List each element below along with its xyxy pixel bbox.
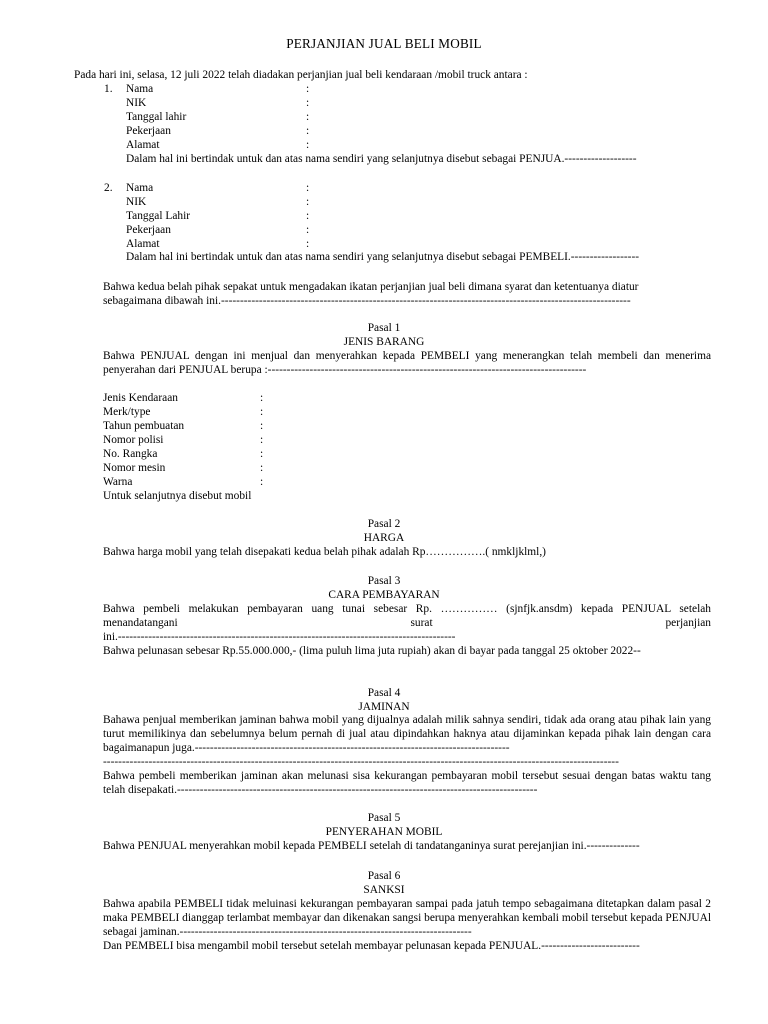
party-2-field-colon: :	[306, 238, 310, 250]
pasal-5-text: Bahwa PENJUAL menyerahkan mobil kepada PEMBELI setelah di tandatanganinya surat perejanjian ini.--------------	[103, 840, 640, 852]
pasal-2-text: Bahwa harga mobil yang telah disepakati kedua belah pihak adalah Rp…………….( nmkljklml,)	[103, 546, 546, 558]
party-2-field-label: NIK	[126, 196, 147, 208]
vehicle-field-label: Tahun pembuatan	[103, 420, 185, 432]
vehicle-field-colon: :	[260, 476, 264, 488]
vehicle-field-colon: :	[260, 448, 264, 460]
pasal-3-text-1: Bahwa pembeli melakukan pembayaran uang tunai sebesar Rp. …………… (sjnfjk.ansdm) kepada PENJUAL setelah menandatangani surat perjanjian	[103, 603, 711, 629]
pasal-2-heading: Pasal 2	[367, 518, 401, 530]
party-2-field-colon: :	[306, 210, 310, 222]
vehicle-field-colon: :	[260, 406, 264, 418]
pasal-4-dash-line: ----------------------------------------------------------------------------------------------------------------------------------------	[103, 756, 619, 768]
party-2-field-label: Tanggal Lahir	[126, 210, 191, 222]
party-2-statement: Dalam hal ini bertindak untuk dan atas nama sendiri yang selanjutnya disebut sebagai PEMBELI.------------------	[126, 251, 640, 263]
vehicle-field-colon: :	[260, 420, 264, 432]
party-1-field-label: Tanggal lahir	[126, 111, 187, 123]
party-1-field-label: Pekerjaan	[126, 125, 171, 137]
party-2-number: 2.	[104, 182, 113, 194]
party-2-field-label: Pekerjaan	[126, 224, 171, 236]
vehicle-closing: Untuk selanjutnya disebut mobil	[103, 490, 252, 502]
pasal-3-subheading: CARA PEMBAYARAN	[328, 589, 440, 601]
party-1-field-colon: :	[306, 83, 310, 95]
vehicle-field-colon: :	[260, 392, 264, 404]
party-1-field-label: Nama	[126, 83, 154, 95]
pasal-4-heading: Pasal 4	[367, 687, 401, 699]
agreement-line-1: Bahwa kedua belah pihak sepakat untuk mengadakan ikatan perjanjian jual beli dimana syarat dan ketentuanya diatur	[103, 281, 639, 293]
party-2-field-label: Nama	[126, 182, 154, 194]
pasal-1-subheading: JENIS BARANG	[343, 336, 425, 348]
party-1-field-colon: :	[306, 97, 310, 109]
intro-text: Pada hari ini, selasa, 12 juli 2022 telah diadakan perjanjian jual beli kendaraan /mobil truck antara :	[74, 69, 528, 81]
vehicle-field-label: Jenis Kendaraan	[103, 392, 178, 404]
pasal-3-heading: Pasal 3	[367, 575, 401, 587]
document-title: PERJANJIAN JUAL BELI MOBIL	[286, 36, 482, 51]
pasal-5-subheading: PENYERAHAN MOBIL	[325, 826, 443, 838]
party-1-statement: Dalam hal ini bertindak untuk dan atas nama sendiri yang selanjutnya disebut sebagai PENJUA.-------------------	[126, 153, 637, 165]
party-1-field-colon: :	[306, 139, 310, 151]
party-1-field-colon: :	[306, 125, 310, 137]
pasal-4-text-2: Bahwa pembeli memberikan jaminan akan melunasi sisa kekurangan pembayaran mobil tersebut sesuai dengan batas waktu tang telah disepakati.-----------------------------------------------------------------------------------------------	[103, 770, 711, 796]
party-2-field-colon: :	[306, 196, 310, 208]
vehicle-field-label: Merk/type	[103, 406, 151, 418]
pasal-3-text-2: Bahwa pelunasan sebesar Rp.55.000.000,- (lima puluh lima juta rupiah) akan di bayar pada tanggal 25 oktober 2022--	[103, 645, 641, 657]
pasal-4-subheading: JAMINAN	[358, 701, 410, 713]
pasal-6-subheading: SANKSI	[363, 884, 405, 896]
pasal-1-heading: Pasal 1	[367, 322, 401, 334]
party-1-field-colon: :	[306, 111, 310, 123]
vehicle-field-label: No. Rangka	[103, 448, 158, 460]
vehicle-field-label: Warna	[103, 476, 133, 488]
party-2-field-colon: :	[306, 224, 310, 236]
vehicle-field-colon: :	[260, 462, 264, 474]
party-2-field-label: Alamat	[126, 238, 160, 250]
pasal-6-text-1: Bahwa apabila PEMBELI tidak meluinasi kekurangan pembayaran sampai pada jatuh tempo sebagaimana ditetapkan dalam pasal 2 maka PEMBELI dianggap terlambat membayar dan dikenakan sangsi berupa menyerahkan kembali mobil tersebut kepada PENJUAl sebagai jaminan.-----------------------------------------------------------------------------	[103, 898, 711, 938]
pasal-2-subheading: HARGA	[363, 532, 405, 544]
party-1-field-label: Alamat	[126, 139, 160, 151]
party-2-field-colon: :	[306, 182, 310, 194]
vehicle-field-label: Nomor mesin	[103, 462, 166, 474]
pasal-3-text-1-end: ini.-----------------------------------------------------------------------------------------	[103, 631, 456, 643]
vehicle-field-label: Nomor polisi	[103, 434, 164, 446]
pasal-6-heading: Pasal 6	[367, 870, 401, 882]
agreement-line-2: sebagaimana dibawah ini.------------------------------------------------------------------------------------------------------------	[103, 295, 631, 307]
pasal-1-text: Bahwa PENJUAL dengan ini menjual dan menyerahkan kepada PEMBELI yang menerangkan telah membeli dan menerima penyerahan dari PENJUAL berupa :------------------------------------------------------------------------------------	[103, 350, 711, 376]
party-1-field-label: NIK	[126, 97, 147, 109]
party-1-number: 1.	[104, 83, 113, 95]
pasal-4-text-1: Bahawa penjual memberikan jaminan bahwa mobil yang dijualnya adalah milik sahnya sendiri, tidak ada orang atau pihak lain yang turut memilikinya dan sebelumnya belum pernah di jual atau dipindahkan haknya atau dijaminkan kepada pihak lain dengan cara bagaimanapun juga.-----------------------------------------------------------------------------------	[103, 714, 711, 754]
pasal-6-text-2: Dan PEMBELI bisa mengambil mobil tersebut setelah membayar pelunasan kepada PENJUAL.--------------------------	[103, 940, 640, 952]
vehicle-field-colon: :	[260, 434, 264, 446]
pasal-5-heading: Pasal 5	[367, 812, 401, 824]
